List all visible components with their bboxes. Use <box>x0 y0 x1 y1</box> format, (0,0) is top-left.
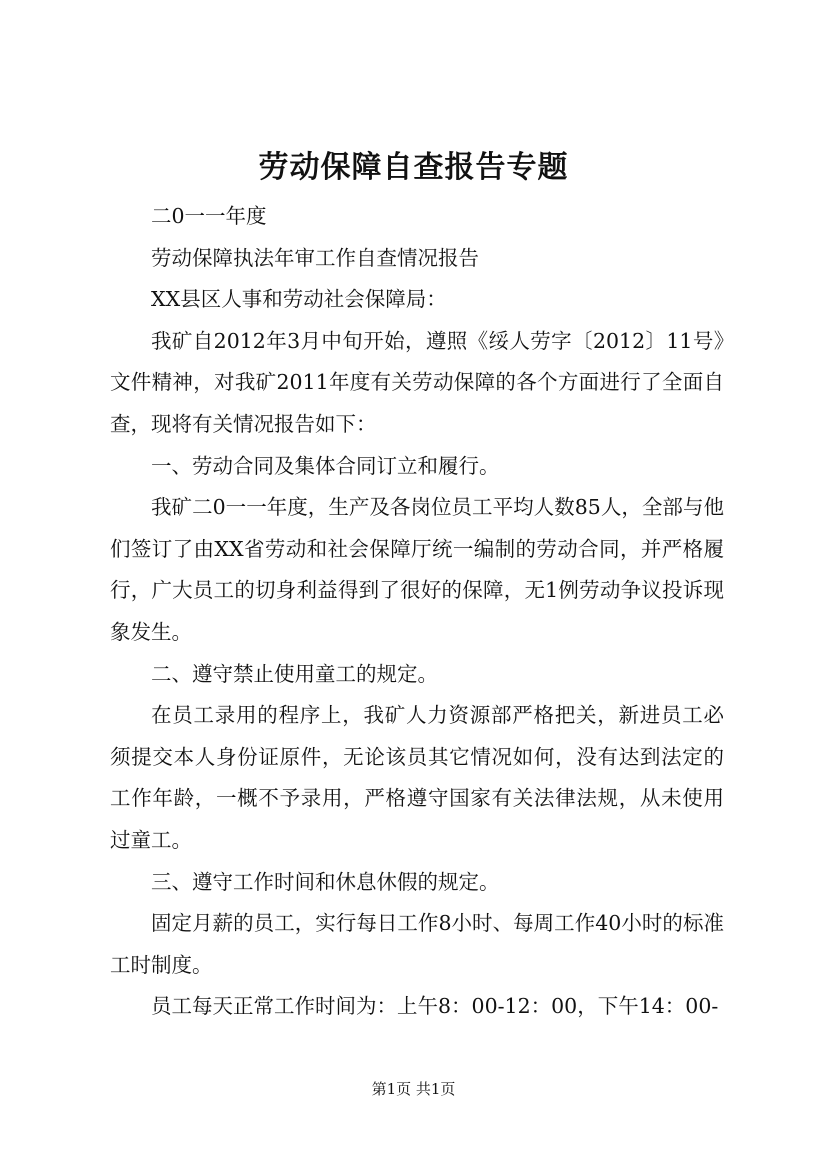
page-footer: 第1页 共1页 <box>371 1080 456 1098</box>
work-hours-paragraph: 员工每天正常工作时间为：上午8：00-12：00，下午14：00- <box>151 994 719 1019</box>
section-paragraph-3: 固定月薪的员工，实行每日工作8小时、每周工作40小时的标准工时制度。 <box>110 911 724 977</box>
document-body <box>110 196 724 1028</box>
section-paragraph-2: 在员工录用的程序上，我矿人力资源部严格把关，新进员工必须提交本人身份证原件，无论该员其它情况如何，没有达到法定的工作年龄，一概不予录用，严格遵守国家有关法律法规，从未使用过童工。 <box>110 703 724 852</box>
section-heading-3: 三、遵守工作时间和休息休假的规定。 <box>151 869 500 894</box>
recipient-line: XX县区人事和劳动社会保障局： <box>151 287 447 312</box>
document-title: 劳动保障自查报告专题 <box>258 150 569 185</box>
report-subtitle: 劳动保障执法年审工作自查情况报告 <box>151 245 479 270</box>
section-paragraph-1: 我矿二0一一年度，生产及各岗位员工平均人数85人，全部与他们签订了由XX省劳动和社会保障厅统一编制的劳动合同，并严格履行，广大员工的切身利益得到了很好的保障，无1例劳动争议投诉现象发生。 <box>110 495 724 644</box>
section-heading-2: 二、遵守禁止使用童工的规定。 <box>151 661 438 686</box>
report-year-line: 二0一一年度 <box>151 204 267 228</box>
intro-paragraph: 我矿自2012年3月中旬开始，遵照《绥人劳字〔2012〕11号》文件精神，对我矿2011年度有关劳动保障的各个方面进行了全面自查，现将有关情况报告如下： <box>110 328 724 436</box>
section-heading-1: 一、劳动合同及集体合同订立和履行。 <box>151 453 500 478</box>
